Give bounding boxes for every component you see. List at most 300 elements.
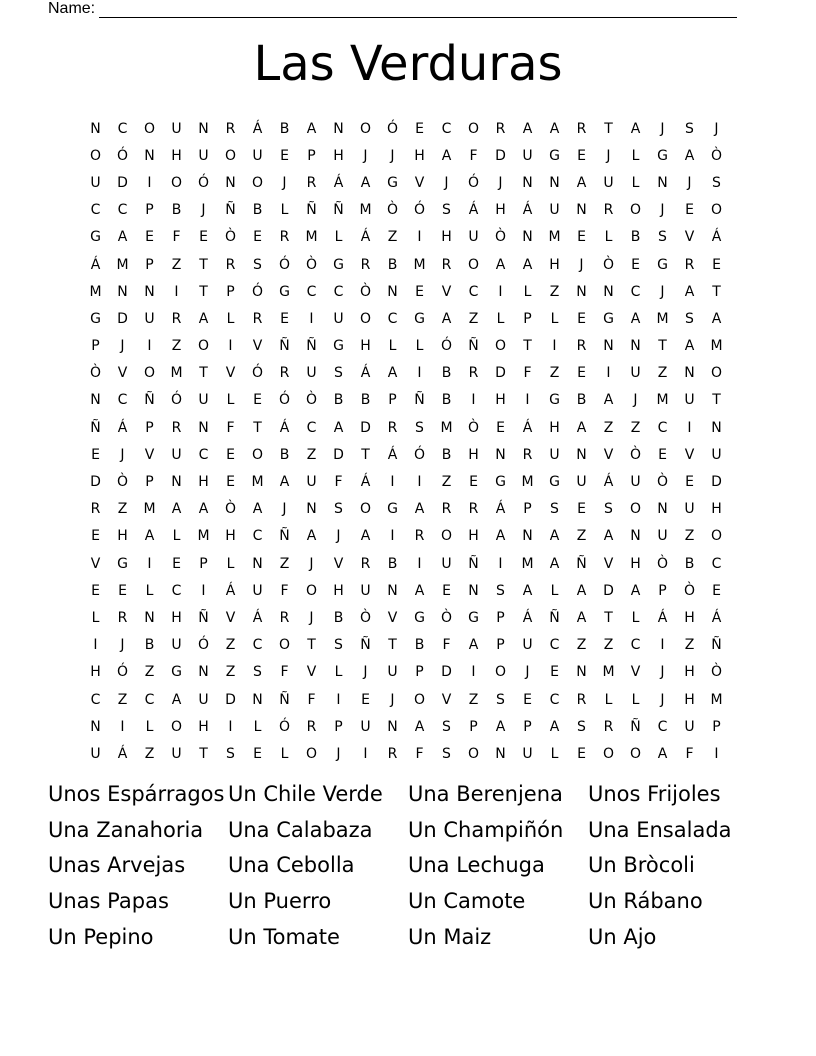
grid-letter: J <box>633 392 638 409</box>
grid-letter: R <box>360 555 371 572</box>
grid-letter: U <box>387 664 398 681</box>
grid-letter: R <box>603 202 614 219</box>
grid-letter: A <box>711 310 722 327</box>
grid-letter: Z <box>144 745 155 762</box>
grid-letter: N <box>117 283 128 300</box>
grid-letter: A <box>360 174 371 191</box>
grid-letter: Ò <box>224 501 237 518</box>
grid-letter: N <box>603 283 614 300</box>
grid-letter: Ò <box>359 283 372 300</box>
grid-letter: U <box>603 174 614 191</box>
grid-letter: Ó <box>467 174 480 191</box>
grid-letter: E <box>415 120 424 137</box>
grid-letter: U <box>549 202 560 219</box>
grid-letter: A <box>252 501 263 518</box>
grid-letter: P <box>496 609 505 626</box>
grid-letter: A <box>630 310 641 327</box>
grid-letter: N <box>468 582 479 599</box>
grid-letter: N <box>144 147 155 164</box>
grid-letter: A <box>414 582 425 599</box>
grid-letter: J <box>498 174 503 191</box>
name-underline <box>99 3 737 18</box>
grid-letter: J <box>444 174 449 191</box>
grid-letter: Z <box>171 338 182 355</box>
grid-letter: L <box>145 718 154 735</box>
grid-letter: D <box>495 147 506 164</box>
grid-letter: Ó <box>413 202 426 219</box>
grid-letter: N <box>198 664 209 681</box>
grid-letter: L <box>523 283 532 300</box>
grid-letter: C <box>171 582 182 599</box>
word-list-item: Un Ajo <box>588 924 657 949</box>
grid-letter: O <box>494 664 507 681</box>
grid-letter: N <box>495 446 506 463</box>
word-list <box>48 778 768 956</box>
grid-letter: A <box>306 120 317 137</box>
grid-letter: Ñ <box>549 609 560 626</box>
grid-letter: M <box>656 310 669 327</box>
grid-letter: O <box>143 365 156 382</box>
grid-letter: J <box>390 691 395 708</box>
grid-row <box>82 496 734 523</box>
grid-letter: Ò <box>656 555 669 572</box>
grid-letter: Ó <box>116 147 129 164</box>
grid-letter: G <box>657 147 668 164</box>
grid-letter: V <box>387 609 398 626</box>
grid-letter: J <box>390 147 395 164</box>
grid-letter: G <box>171 664 182 681</box>
grid-row <box>82 197 734 224</box>
grid-letter: Ñ <box>279 338 290 355</box>
grid-letter: E <box>442 582 451 599</box>
grid-letter: Ò <box>305 392 318 409</box>
grid-letter: R <box>387 419 398 436</box>
grid-letter: G <box>549 147 560 164</box>
grid-letter: H <box>333 582 344 599</box>
grid-letter: R <box>468 365 479 382</box>
word-list-item: Un Chile Verde <box>228 782 383 806</box>
grid-letter: E <box>91 446 100 463</box>
grid-letter: Á <box>279 419 290 436</box>
grid-letter: J <box>660 691 665 708</box>
grid-letter: S <box>253 256 262 273</box>
grid-letter: V <box>684 229 695 246</box>
grid-letter: M <box>656 392 669 409</box>
grid-letter: Ó <box>197 174 210 191</box>
grid-letter: I <box>390 474 395 491</box>
grid-letter: Z <box>117 501 128 518</box>
grid-letter: C <box>549 637 560 654</box>
grid-letter: B <box>684 555 695 572</box>
grid-letter: C <box>144 691 155 708</box>
grid-letter: Ó <box>170 392 183 409</box>
grid-letter: R <box>414 528 425 545</box>
grid-letter: Á <box>468 202 479 219</box>
grid-letter: Á <box>360 474 371 491</box>
grid-letter: V <box>333 555 344 572</box>
grid-letter: G <box>495 474 506 491</box>
grid-letter: Ñ <box>630 718 641 735</box>
grid-letter: I <box>525 392 530 409</box>
grid-letter: U <box>522 637 533 654</box>
grid-letter: J <box>363 664 368 681</box>
grid-letter: R <box>360 256 371 273</box>
grid-letter: J <box>309 555 314 572</box>
word-list-item: Un Bròcoli <box>588 853 695 878</box>
grid-letter: R <box>441 501 452 518</box>
grid-letter: P <box>307 147 316 164</box>
grid-letter: R <box>117 609 128 626</box>
grid-letter: T <box>199 745 208 762</box>
grid-letter: O <box>467 120 480 137</box>
grid-letter: R <box>171 310 182 327</box>
grid-letter: O <box>224 147 237 164</box>
grid-letter: L <box>631 147 640 164</box>
grid-letter: Z <box>576 637 587 654</box>
grid-letter: R <box>576 691 587 708</box>
grid-row <box>82 115 734 142</box>
grid-letter: F <box>685 745 694 762</box>
grid-letter: A <box>657 745 668 762</box>
grid-letter: P <box>415 664 424 681</box>
grid-letter: O <box>305 582 318 599</box>
grid-letter: J <box>201 202 206 219</box>
grid-letter: E <box>361 691 370 708</box>
grid-letter: E <box>280 310 289 327</box>
grid-letter: H <box>90 664 101 681</box>
grid-letter: D <box>603 582 614 599</box>
grid-letter: H <box>414 147 425 164</box>
grid-letter: B <box>360 392 371 409</box>
grid-letter: Á <box>387 446 398 463</box>
grid-letter: N <box>522 174 533 191</box>
grid-letter: S <box>496 691 505 708</box>
grid-letter: A <box>549 555 560 572</box>
grid-letter: A <box>522 256 533 273</box>
grid-letter: C <box>387 310 398 327</box>
grid-letter: L <box>631 609 640 626</box>
grid-letter: T <box>523 338 532 355</box>
grid-letter: P <box>658 582 667 599</box>
grid-letter: H <box>495 202 506 219</box>
grid-letter: U <box>576 474 587 491</box>
grid-letter: T <box>388 637 397 654</box>
grid-letter: D <box>360 419 371 436</box>
grid-letter: E <box>91 528 100 545</box>
grid-letter: D <box>117 174 128 191</box>
grid-letter: L <box>91 609 100 626</box>
grid-letter: E <box>253 229 262 246</box>
grid-letter: N <box>522 229 533 246</box>
grid-letter: O <box>440 528 453 545</box>
grid-letter: A <box>117 229 128 246</box>
grid-letter: J <box>336 528 341 545</box>
grid-letter: J <box>687 174 692 191</box>
grid-row <box>82 550 734 577</box>
grid-letter: Ñ <box>306 338 317 355</box>
grid-letter: E <box>712 582 721 599</box>
grid-letter: Ñ <box>144 392 155 409</box>
grid-letter: F <box>415 745 424 762</box>
grid-letter: H <box>441 229 452 246</box>
grid-letter: A <box>468 637 479 654</box>
grid-letter: I <box>417 555 422 572</box>
grid-letter: J <box>660 120 665 137</box>
grid-letter: D <box>117 310 128 327</box>
grid-letter: U <box>711 446 722 463</box>
grid-letter: L <box>631 691 640 708</box>
grid-letter: M <box>521 555 534 572</box>
word-list-item: Una Berenjena <box>408 782 563 806</box>
grid-letter: L <box>604 229 613 246</box>
grid-letter: S <box>442 718 451 735</box>
grid-letter: I <box>309 310 314 327</box>
grid-letter: S <box>685 310 694 327</box>
grid-letter: E <box>226 474 235 491</box>
grid-letter: R <box>306 174 317 191</box>
grid-letter: C <box>117 392 128 409</box>
grid-letter: E <box>658 446 667 463</box>
grid-letter: M <box>440 419 453 436</box>
grid-row <box>82 360 734 387</box>
grid-letter: P <box>145 474 154 491</box>
word-list-item: Un Champiñón <box>408 817 564 842</box>
grid-letter: Á <box>711 229 722 246</box>
grid-letter: Á <box>252 120 263 137</box>
grid-letter: Ñ <box>468 338 479 355</box>
grid-letter: M <box>359 202 372 219</box>
grid-letter: E <box>577 745 586 762</box>
grid-row <box>82 604 734 631</box>
grid-letter: A <box>684 338 695 355</box>
grid-letter: U <box>468 229 479 246</box>
grid-letter: O <box>710 528 723 545</box>
grid-letter: H <box>225 528 236 545</box>
grid-letter: I <box>390 528 395 545</box>
grid-letter: V <box>441 691 452 708</box>
grid-letter: G <box>603 310 614 327</box>
grid-letter: V <box>414 174 425 191</box>
grid-letter: T <box>604 609 613 626</box>
grid-letter: Ó <box>251 365 264 382</box>
grid-letter: O <box>494 338 507 355</box>
grid-letter: T <box>253 419 262 436</box>
grid-letter: I <box>417 229 422 246</box>
name-label: Name: <box>48 0 96 17</box>
grid-letter: L <box>550 582 559 599</box>
grid-letter: C <box>90 202 101 219</box>
grid-letter: S <box>712 174 721 191</box>
grid-letter: Ñ <box>333 202 344 219</box>
grid-letter: L <box>388 338 397 355</box>
grid-letter: R <box>603 718 614 735</box>
grid-letter: S <box>442 745 451 762</box>
grid-letter: A <box>603 528 614 545</box>
grid-letter: U <box>306 365 317 382</box>
grid-letter: L <box>253 718 262 735</box>
grid-letter: I <box>687 419 692 436</box>
grid-row <box>82 278 734 305</box>
grid-letter: N <box>387 582 398 599</box>
grid-letter: N <box>522 528 533 545</box>
grid-letter: L <box>334 664 343 681</box>
grid-letter: F <box>469 147 478 164</box>
grid-letter: B <box>333 609 344 626</box>
grid-letter: L <box>496 310 505 327</box>
grid-letter: N <box>711 419 722 436</box>
grid-letter: E <box>280 147 289 164</box>
grid-letter: Ò <box>224 229 237 246</box>
grid-letter: Z <box>549 365 560 382</box>
grid-row <box>82 441 734 468</box>
grid-letter: B <box>387 256 398 273</box>
grid-letter: E <box>577 365 586 382</box>
grid-letter: N <box>657 174 668 191</box>
grid-letter: L <box>145 582 154 599</box>
grid-letter: L <box>550 310 559 327</box>
grid-letter: U <box>630 365 641 382</box>
grid-letter: A <box>414 718 425 735</box>
grid-letter: Ò <box>359 609 372 626</box>
grid-letter: M <box>413 256 426 273</box>
grid-letter: V <box>144 446 155 463</box>
grid-letter: Z <box>576 528 587 545</box>
grid-letter: R <box>468 501 479 518</box>
word-list-item: Un Tomate <box>228 924 340 949</box>
grid-letter: E <box>118 582 127 599</box>
grid-letter: O <box>467 745 480 762</box>
grid-letter: S <box>442 202 451 219</box>
grid-letter: G <box>414 609 425 626</box>
grid-letter: D <box>333 446 344 463</box>
grid-letter: H <box>171 147 182 164</box>
grid-letter: Á <box>117 419 128 436</box>
grid-letter: Ó <box>278 256 291 273</box>
grid-letter: Ó <box>278 718 291 735</box>
grid-letter: J <box>714 120 719 137</box>
grid-letter: F <box>280 664 289 681</box>
grid-letter: A <box>684 283 695 300</box>
grid-letter: U <box>684 501 695 518</box>
grid-letter: S <box>496 582 505 599</box>
grid-letter: A <box>387 365 398 382</box>
grid-letter: Ò <box>629 446 642 463</box>
grid-letter: L <box>415 338 424 355</box>
grid-letter: C <box>630 637 641 654</box>
grid-row <box>82 169 734 196</box>
grid-letter: P <box>523 310 532 327</box>
grid-letter: E <box>523 691 532 708</box>
grid-letter: S <box>550 501 559 518</box>
grid-letter: G <box>333 256 344 273</box>
grid-letter: L <box>280 745 289 762</box>
grid-letter: G <box>549 392 560 409</box>
grid-letter: E <box>577 310 586 327</box>
grid-letter: C <box>549 691 560 708</box>
grid-letter: O <box>467 256 480 273</box>
grid-letter: F <box>442 637 451 654</box>
grid-letter: T <box>307 637 316 654</box>
grid-letter: N <box>576 283 587 300</box>
grid-letter: F <box>334 474 343 491</box>
grid-letter: A <box>549 718 560 735</box>
grid-letter: N <box>144 283 155 300</box>
grid-letter: Z <box>657 365 668 382</box>
grid-letter: I <box>147 174 152 191</box>
grid-letter: O <box>629 501 642 518</box>
grid-letter: E <box>577 229 586 246</box>
grid-letter: I <box>147 555 152 572</box>
grid-letter: H <box>468 446 479 463</box>
grid-letter: V <box>90 555 101 572</box>
grid-letter: T <box>199 283 208 300</box>
grid-letter: Ó <box>197 637 210 654</box>
grid-letter: T <box>199 256 208 273</box>
grid-letter: O <box>305 745 318 762</box>
grid-letter: N <box>549 174 560 191</box>
word-list-item: Unas Papas <box>48 889 169 914</box>
grid-letter: Á <box>657 609 668 626</box>
grid-letter: O <box>710 365 723 382</box>
grid-letter: T <box>361 446 370 463</box>
grid-letter: R <box>387 745 398 762</box>
word-list-item: Una Cebolla <box>228 853 355 878</box>
grid-letter: R <box>576 338 587 355</box>
grid-letter: R <box>576 120 587 137</box>
grid-letter: G <box>90 229 101 246</box>
grid-letter: R <box>279 365 290 382</box>
grid-letter: U <box>549 446 560 463</box>
grid-letter: Ñ <box>414 392 425 409</box>
grid-letter: F <box>172 229 181 246</box>
grid-letter: E <box>253 392 262 409</box>
grid-letter: T <box>604 120 613 137</box>
grid-letter: I <box>228 718 233 735</box>
grid-letter: V <box>252 338 263 355</box>
grid-letter: H <box>630 555 641 572</box>
grid-letter: O <box>251 174 264 191</box>
grid-letter: V <box>225 609 236 626</box>
grid-letter: I <box>201 582 206 599</box>
grid-letter: A <box>549 120 560 137</box>
grid-letter: Á <box>252 609 263 626</box>
grid-letter: L <box>550 745 559 762</box>
grid-letter: G <box>333 338 344 355</box>
grid-letter: A <box>441 310 452 327</box>
grid-letter: H <box>684 691 695 708</box>
grid-letter: Ó <box>116 664 129 681</box>
grid-letter: U <box>360 582 371 599</box>
grid-letter: P <box>91 338 100 355</box>
grid-letter: H <box>198 474 209 491</box>
grid-letter: P <box>145 202 154 219</box>
grid-letter: V <box>441 283 452 300</box>
grid-letter: R <box>90 501 101 518</box>
grid-letter: S <box>334 365 343 382</box>
grid-letter: R <box>306 718 317 735</box>
grid-letter: N <box>90 392 101 409</box>
grid-letter: Z <box>279 555 290 572</box>
grid-letter: R <box>279 229 290 246</box>
grid-letter: B <box>279 120 290 137</box>
grid-letter: E <box>550 664 559 681</box>
grid-letter: J <box>660 664 665 681</box>
grid-letter: J <box>525 664 530 681</box>
grid-letter: A <box>198 501 209 518</box>
grid-letter: G <box>657 256 668 273</box>
grid-letter: V <box>684 446 695 463</box>
grid-letter: S <box>226 745 235 762</box>
